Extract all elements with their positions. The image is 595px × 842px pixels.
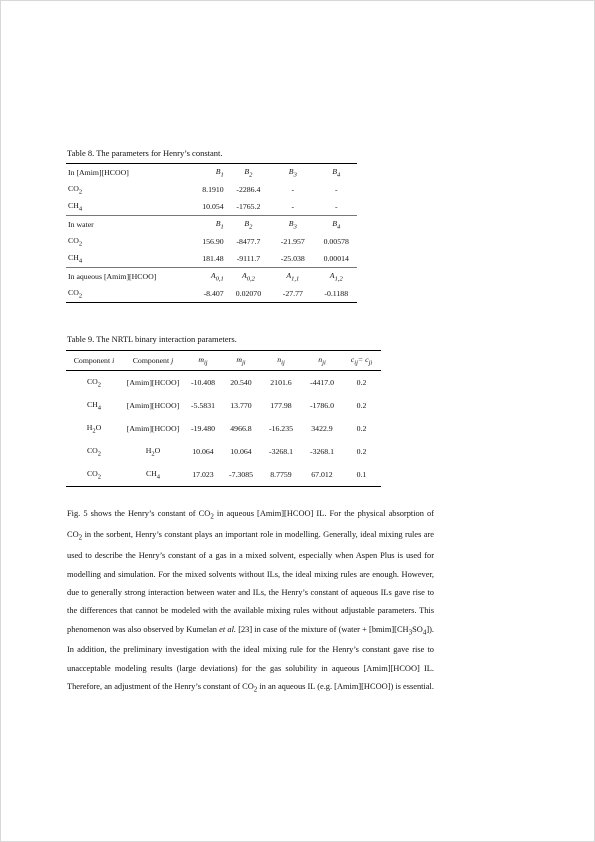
table9-caption: Table 9. The NRTL binary interaction parameters. [67,334,237,344]
table9-species: $CO_2$ [86,376,102,389]
table8-cell: -2286.4 [236,185,261,194]
table9-cell: -3268.1 [309,447,335,456]
para-text-italic: et al. [219,624,237,634]
table8-species: $CO_2$ [68,235,83,248]
table8-param-b1: $B_1$ [178,216,226,234]
table9-cell: -3268.1 [268,447,294,456]
table8-param-a11: $A_{1,1}$ [270,268,315,286]
table9-cell: -19.480 [190,424,216,433]
table8-cell: In aqueous [Amim][HCOO] [66,268,178,286]
table8-group1-header [66,164,357,182]
table9-cell: 10.064 [192,447,214,456]
table9-cell: 8.7759 [260,463,302,487]
table8-cell: -27.77 [270,285,315,303]
table9-header-cij: $c_{ij}= c_{ji}$ [342,351,381,371]
table8-cell: 0.00014 [323,254,349,263]
table9-cell: 2101.6 [270,378,292,387]
para-text: in an aqueous IL (e.g. [Amim][HCOO]) is essential. [257,682,434,692]
table9-cell: 0.1 [342,463,381,487]
table8-param-b1: $B_1$ [178,164,226,182]
table8-cell: -8477.7 [236,237,261,246]
table9-cell: -7.3085 [222,463,260,487]
table8-cell: -8.407 [178,285,226,303]
table8-param-b2: $B_2$ [227,216,270,234]
para-text: Fig. 5 shows the Henry’s constant of CO [67,509,211,519]
table9-header-component-j: Component j [122,351,184,371]
table8-row [66,198,357,216]
table8-cell: 181.48 [202,254,224,263]
table8-cell: - [291,185,295,194]
table8-row [66,233,357,250]
table8-cell: 0.02070 [227,285,270,303]
table9-row [66,394,381,417]
para-text: ]). In addition, the preliminary investigation with the ideal mixing rule for the Henry’s constant gave rise to unacceptable modeling results (large deviations) for the gas solubility in aqueous [Amim][HCOO] IL. Therefore, an adjustment of the Henry’s constant of CO [67,624,434,692]
table9-cell: 0.2 [356,401,367,410]
table9-cell: -16.235 [268,424,294,433]
table9 [66,350,381,487]
table8-cell: -0.1188 [315,285,357,303]
para-text: in aqueous [Amim][HCOO] IL. For the physical absorption of CO [67,509,434,540]
table9-cell: -1786.0 [309,401,335,410]
table9-header-nij: $n_{ij}$ [260,351,302,371]
table9-header-mij: $m_{ij}$ [184,351,222,371]
table9-species: $CO_2$ [66,463,122,487]
table8-cell: In [Amim][HCOO] [66,164,178,182]
table8-param-a02: $A_{0,2}$ [227,268,270,286]
table9-cell: 13.770 [230,401,252,410]
table9-row [66,417,381,440]
table8-param-b3: $B_3$ [270,164,315,182]
table9-species: $CH_4$ [122,463,184,487]
table8-param-b3: $B_3$ [270,216,315,234]
table9-cell: 17.023 [184,463,222,487]
para-text: in the sorbent, Henry’s constant plays an important role in modelling. Generally, ideal mixing rules are used to describe the Henry’s constant of a gas in a mixed solvent, especially when Aspen Plus is used for modelling and simulation. For the mixed solvents without ILs, the ideal mixing rules are enough. However, due to generally strong interaction between water and ILs, the Henry’s constant of aqueous ILs gave rise to the differences that cannot be modeled with the available mixing rules without adjustable parameters. This phenomenon was also observed by Kumelan [67,530,434,634]
table9-cell: 177.98 [270,401,292,410]
table8-species: $CH_4$ [68,252,83,265]
table9-cell: [Amim][HCOO] [126,401,180,410]
table9-cell: 20.540 [230,378,252,387]
table9-row [66,463,381,487]
table9-species: $CO_2$ [86,445,102,458]
table9-cell: 0.2 [356,447,367,456]
table8-cell: In water [66,216,178,234]
table8-species: $CO_2$ [68,183,83,196]
table8-cell: -25.038 [280,254,305,263]
table9-cell: 10.064 [230,447,252,456]
table9-cell: [Amim][HCOO] [126,424,180,433]
table8-group3-header [66,268,357,286]
table9-cell: 0.2 [356,424,367,433]
table8-species: $CO_2$ [66,285,178,303]
para-text: [23] in case of the mixture of (water + [bmim][CH [236,624,409,634]
table8-row [66,250,357,268]
table9-header-nji: $n_{ji}$ [302,351,342,371]
table8 [66,163,357,303]
table8-param-b4: $B_4$ [315,164,357,182]
table8-group2-header [66,216,357,234]
table9-row [66,440,381,463]
table9-species: $H_2O$ [145,445,161,458]
table9-cell: -4417.0 [309,378,335,387]
table9-header-component-i: Component i [66,351,122,371]
table8-cell: 8.1910 [202,185,224,194]
table8-param-b4: $B_4$ [315,216,357,234]
table8-param-a12: $A_{1,2}$ [315,268,357,286]
table9-cell: -10.408 [190,378,216,387]
table9-cell: 4966.8 [230,424,252,433]
table8-param-a01: $A_{0,1}$ [178,268,226,286]
table9-header [66,351,381,371]
table8-cell: - [291,202,295,211]
table8-cell: 156.90 [202,237,224,246]
table8-species: $CH_4$ [68,200,83,213]
table9-species: $H_2O$ [86,422,102,435]
table9-cell: -5.5831 [190,401,216,410]
table9-cell: 0.2 [356,378,367,387]
table8-cell: 10.054 [202,202,224,211]
table8-cell: 0.00578 [323,237,349,246]
table8-cell: -9111.7 [236,254,261,263]
table9-cell: 3422.9 [311,424,333,433]
table9-header-mji: $m_{ji}$ [222,351,260,371]
table9-species: $CH_4$ [86,399,102,412]
table8-cell: -21.957 [280,237,305,246]
table8-row [66,285,357,303]
table8-cell: -1765.2 [236,202,261,211]
table9-cell: 67.012 [302,463,342,487]
para-text: SO [412,624,423,634]
table9-cell: [Amim][HCOO] [126,378,180,387]
table8-caption: Table 8. The parameters for Henry’s constant. [67,148,223,158]
table8-cell: - [334,185,338,194]
table8-cell: - [334,202,338,211]
table9-row [66,371,381,395]
table8-param-b2: $B_2$ [227,164,270,182]
table8-row [66,181,357,198]
body-paragraph: Fig. 5 shows the Henry’s constant of $CO_2$ in aqueous [Amim][HCOO] IL. For the physical absorption of $CO_2$ in the sorbent, Henry’s constant plays an important role in modelling. Generally, ideal mixing rules are used to describe the Henry’s constant of a gas in a mixed solvent, especially when Aspen Plus is used for modelling and simulation. For the mixed solvents without ILs, the ideal mixing rules are enough. However, due to generally strong interaction between water and ILs, the Henry’s constant of aqueous ILs gave rise to the differences that cannot be modeled with the available mixing rules without adjustable parameters. This phenomenon was also observed by Kumelan et al. [23] in case of the mixture of (water + $[bmim][CH_3SO_4]$). In addition, the preliminary investigation with the ideal mixing rule for the Henry’s constant gave rise to unacceptable modeling results (large deviations) for the gas solubility in aqueous [Amim][HCOO] IL. Therefore, an adjustment of the Henry’s constant of $CO_2$ in an aqueous IL (e.g. [Amim][HCOO]) is essential. [67,509,434,694]
